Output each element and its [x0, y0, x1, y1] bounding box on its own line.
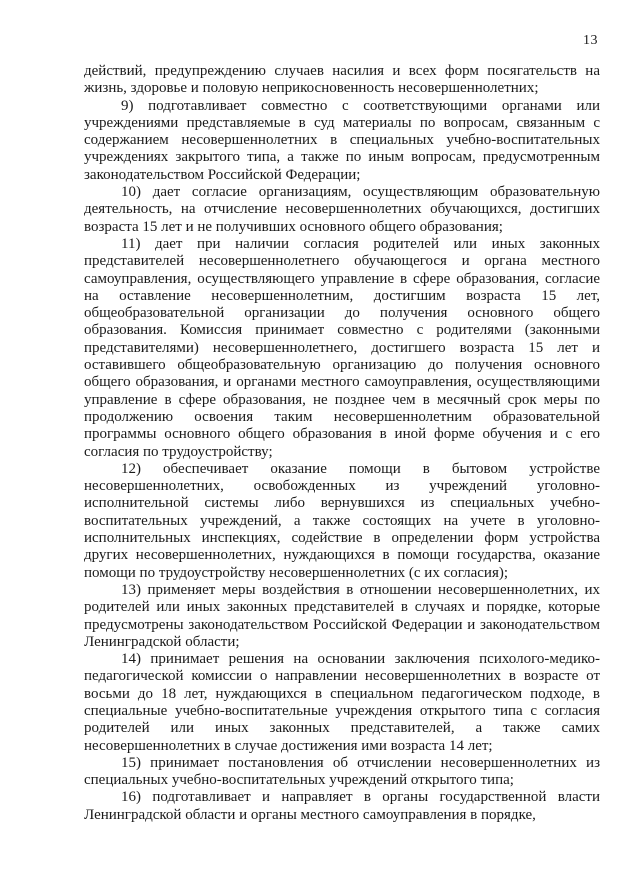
- paragraph-item-9: 9) подготавливает совместно с соответствующими органами или учреждениями представляемые в суд материалы по вопросам, связанным с содержанием несовершеннолетних в специальных учебно-воспитательных учреждениях закрытого типа, а также по иным вопросам, предусмотренным законодательством Российской Федерации;: [84, 97, 600, 183]
- paragraph-continuation: действий, предупреждению случаев насилия и всех форм посягательств на жизнь, здоровье и половую неприкосновенность несовершеннолетних;: [84, 63, 600, 97]
- page-number: 13: [583, 33, 598, 48]
- paragraph-item-14: 14) принимает решения на основании заключения психолого-медико-педагогической комиссии о направлении несовершеннолетних в возрасте от восьми до 18 лет, нуждающихся в специальном педагогическом подходе, в специальные учебно-воспитательные учреждения открытого типа с согласия родителей или иных законных представителей, а также самих несовершеннолетних в случае достижения ими возраста 14 лет;: [84, 651, 600, 754]
- paragraph-item-11: 11) дает при наличии согласия родителей или иных законных представителей несовершеннолетнего обучающегося и органа местного самоуправления, осуществляющего управление в сфере образования, согласие на оставление несовершеннолетним, достигшим возраста 15 лет, общеобразовательной организации до получения основного общего образования. Комиссия принимает совместно с родителями (законными представителями) несовершеннолетнего, достигшего возраста 15 лет и оставившего общеобразовательную организацию до получения основного общего образования, и органами местного самоуправления, осуществляющими управление в сфере образования, не позднее чем в месячный срок меры по продолжению освоения таким несовершеннолетним образовательной программы основного общего образования в иной форме обучения и с его согласия по трудоустройству;: [84, 235, 600, 460]
- paragraph-item-10: 10) дает согласие организациям, осуществляющим образовательную деятельность, на отчисление несовершеннолетних обучающихся, достигших возраста 15 лет и не получивших основного общего образования;: [84, 184, 600, 235]
- paragraph-item-15: 15) принимает постановления об отчислении несовершеннолетних из специальных учебно-воспитательных учреждений открытого типа;: [84, 754, 600, 789]
- document-body: [84, 63, 600, 824]
- paragraph-item-12: 12) обеспечивает оказание помощи в бытовом устройстве несовершеннолетних, освобожденных из учреждений уголовно-исполнительной системы либо вернувшихся из специальных учебно-воспитательных учреждений, а также состоящих на учете в уголовно-исполнительных инспекциях, содействие в определении форм устройства других несовершеннолетних, нуждающихся в помощи государства, оказание помощи по трудоустройству несовершеннолетних (с их согласия);: [84, 460, 600, 581]
- paragraph-item-16: 16) подготавливает и направляет в органы государственной власти Ленинградской области и органы местного самоуправления в порядке,: [84, 789, 600, 823]
- paragraph-item-13: 13) применяет меры воздействия в отношении несовершеннолетних, их родителей или иных законных представителей в случаях и порядке, которые предусмотрены законодательством Российской Федерации и законодательством Ленинградской области;: [84, 581, 600, 650]
